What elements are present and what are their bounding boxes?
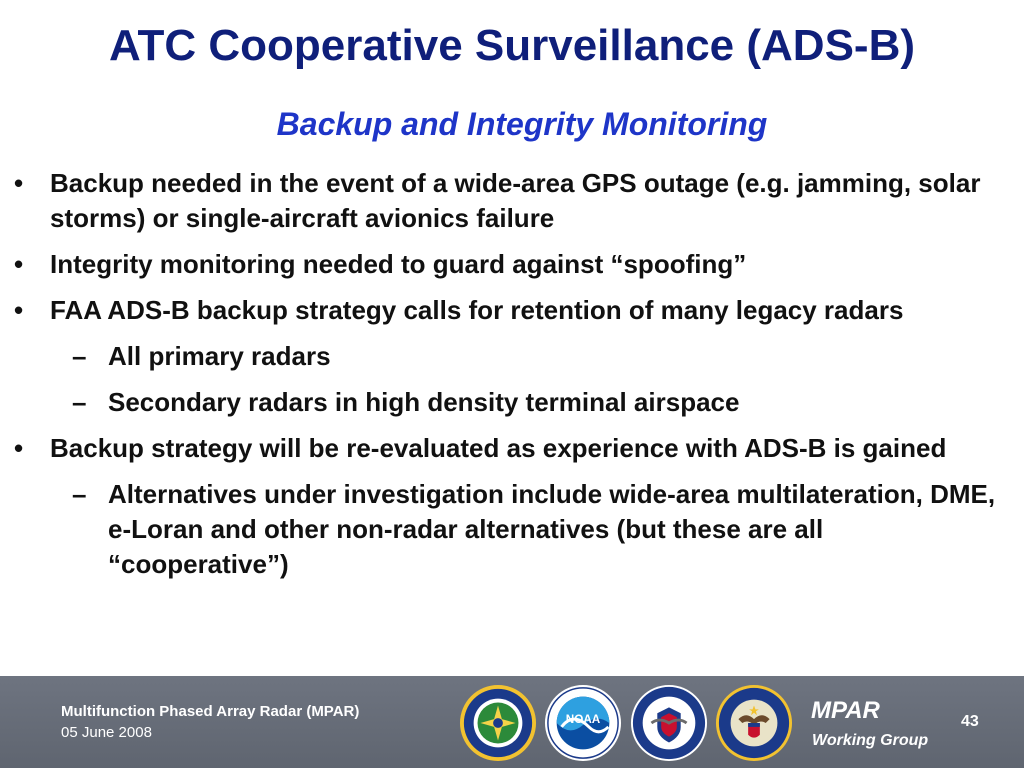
sub-bullet-marker: –	[72, 341, 87, 371]
slide-title: ATC Cooperative Surveillance (ADS-B)	[108, 21, 915, 70]
noaa-seal-icon	[544, 684, 622, 762]
sub-bullet-item	[12, 339, 1007, 374]
sub-bullet-text: Alternatives under investigation include wide-area multilateration, DME, e-Loran and other non-radar alternatives (but these are all “cooperative”)	[108, 479, 996, 579]
bullet-marker: •	[14, 295, 24, 325]
page-number: 43	[961, 713, 979, 730]
working-group-subtitle: Working Group	[812, 732, 929, 749]
sub-bullet-marker: –	[72, 387, 87, 417]
faa-seal-icon	[459, 684, 537, 762]
bullet-marker: •	[14, 249, 24, 279]
bullet-marker: •	[14, 168, 24, 198]
bullet-list	[12, 166, 1007, 593]
dhs-seal-icon	[630, 684, 708, 762]
sub-bullet-item	[12, 477, 1007, 582]
bullet-item	[12, 431, 1007, 466]
footer-date: 05 June 2008	[61, 724, 152, 741]
dod-seal-icon	[715, 684, 793, 762]
sub-bullet-item	[12, 385, 1007, 420]
svg-text:NOAA: NOAA	[565, 713, 601, 726]
slide-subtitle: Backup and Integrity Monitoring	[276, 106, 768, 142]
sub-bullet-text: All primary radars	[108, 341, 331, 371]
sub-bullet-text: Secondary radars in high density terminal airspace	[108, 387, 740, 417]
bullet-item	[12, 247, 1007, 282]
bullet-marker: •	[14, 433, 24, 463]
sub-bullet-marker: –	[72, 479, 87, 509]
footer-program-name: Multifunction Phased Array Radar (MPAR)	[61, 703, 360, 720]
bullet-text: Integrity monitoring needed to guard against “spoofing”	[50, 249, 747, 279]
working-group-title: MPAR	[811, 697, 880, 724]
bullet-text: Backup strategy will be re-evaluated as experience with ADS-B is gained	[50, 433, 947, 463]
bullet-text: FAA ADS-B backup strategy calls for retention of many legacy radars	[50, 295, 904, 325]
bullet-item	[12, 293, 1007, 328]
bullet-text: Backup needed in the event of a wide-area GPS outage (e.g. jamming, solar storms) or single-aircraft avionics failure	[50, 168, 981, 233]
bullet-item	[12, 166, 1007, 236]
